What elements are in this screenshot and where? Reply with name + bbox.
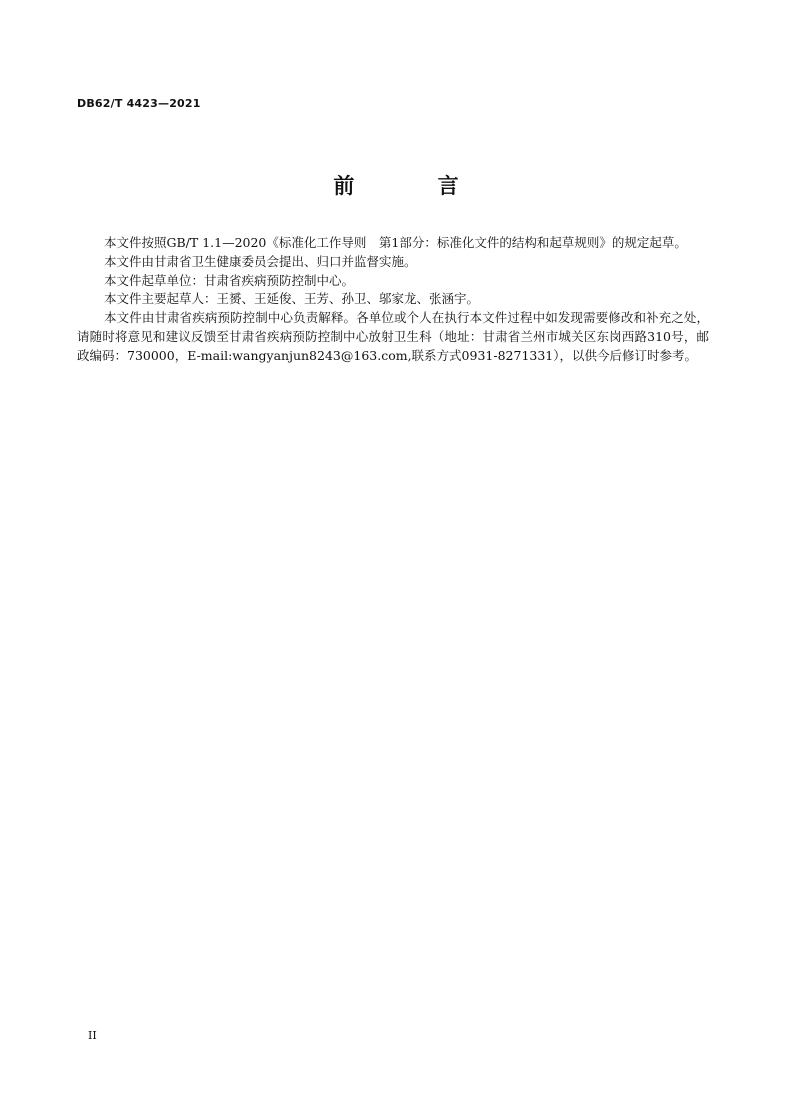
foreword-body [77,234,709,366]
paragraph-drafting-basis: 本文件按照GB/T 1.1—2020《标准化工作导则 第1部分：标准化文件的结构和起草规则》的规定起草。 [104,235,687,250]
paragraph-drafting-unit: 本文件起草单位：甘肃省疾病预防控制中心。 [104,272,355,288]
paragraph-drafters: 本文件主要起草人：王赟、王延俊、王芳、孙卫、邬家龙、张涵宇。 [104,291,480,307]
page-number: II [88,1029,97,1042]
page-title: 前 言 [333,174,497,198]
standard-code: DB62/T 4423—2021 [77,97,201,110]
paragraph-interpretation-contact: 本文件由甘肃省疾病预防控制中心负责解释。各单位或个人在执行本文件过程中如发现需要修改和补充之处，请随时将意见和建议反馈至甘肃省疾病预防控制中心放射卫生科（地址：甘肃省兰州市城关区东岗西路310号，邮政编码：730000，E-mail:wangyanjun8243@163.com,联系方式0931-8271331），以供今后修订时参考。 [77,310,709,363]
paragraph-proposer: 本文件由甘肃省卫生健康委员会提出、归口并监督实施。 [104,253,417,269]
